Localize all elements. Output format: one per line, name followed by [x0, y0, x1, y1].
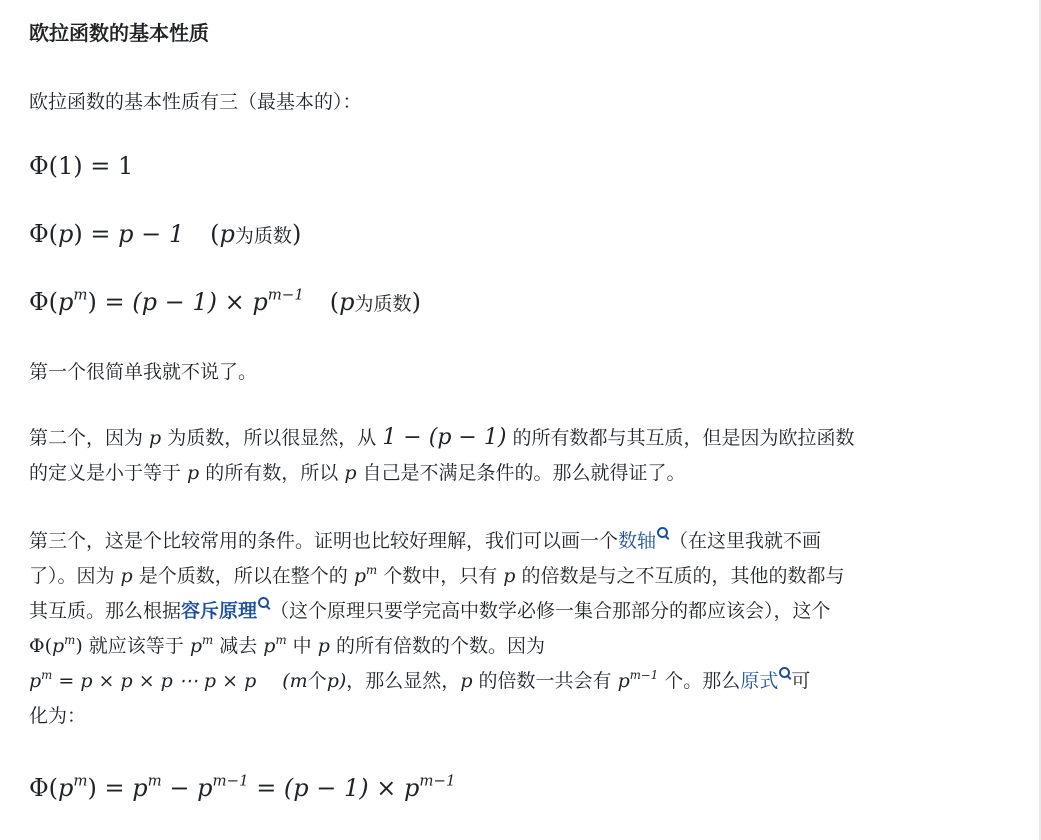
text: （这个原理只要学完高中数学必修一集合那部分的都应该会），这个 — [270, 600, 831, 622]
link-inclusion-exclusion[interactable]: 容斥原理 — [181, 600, 258, 622]
text: 自己是不满足条件的。那么就得证了。 — [356, 462, 686, 484]
text: 就应该等于 — [82, 635, 190, 657]
text: 为质数，所以很显然，从 — [161, 427, 383, 449]
formula-final — [29, 770, 455, 806]
note-open: ( — [210, 220, 220, 248]
formula-var: p — [58, 220, 74, 248]
search-icon[interactable] — [779, 667, 791, 681]
formula-lhs-pre: Φ( — [29, 288, 59, 316]
math-product: = p × p × p ⋯ p × p — [52, 670, 257, 692]
math-sup: m — [365, 562, 378, 577]
formula-term1-sup: m — [147, 771, 162, 790]
link-original-formula[interactable]: 原式 — [740, 670, 779, 692]
formula-eq: = — [82, 152, 119, 180]
math-p: p — [326, 670, 339, 692]
formula-minus: − — [161, 774, 198, 802]
math-p: p — [617, 670, 630, 692]
formula-lhs-pre: Φ( — [29, 774, 59, 802]
text: 的倍数一共会有 — [472, 670, 618, 692]
formula-lhs-sup: m — [73, 771, 88, 790]
paragraph-second — [29, 420, 1019, 491]
math-p: p — [263, 635, 276, 657]
formula-phi-pm — [29, 284, 421, 322]
formula-rhs-var: p — [252, 288, 268, 316]
formula-lhs-base: p — [58, 774, 74, 802]
math-p: p — [149, 427, 162, 449]
math-p: p — [29, 670, 42, 692]
text: 是个质数，所以在整个的 — [132, 565, 354, 587]
formula-lhs-post: ) — [87, 774, 97, 802]
text: 可 — [791, 670, 811, 692]
search-icon[interactable] — [258, 597, 270, 611]
formula-phi-1 — [29, 148, 133, 184]
formula-lhs-post: ) — [87, 288, 97, 316]
text: 第三个，这是个比较常用的条件。证明也比较好理解，我们可以画一个 — [29, 530, 619, 552]
math-sup: m — [275, 632, 287, 647]
formula-lhs-post: ) — [73, 220, 83, 248]
math-p: p — [344, 462, 357, 484]
intro-paragraph: 欧拉函数的基本性质有三（最基本的）： — [29, 91, 362, 113]
formula-phi-p — [29, 216, 301, 254]
note-open: ( — [282, 670, 290, 692]
note-text: 为质数 — [234, 225, 292, 247]
note-var: p — [339, 288, 355, 316]
math-m: m — [289, 670, 308, 692]
formula-lhs: Φ(1) — [29, 152, 83, 180]
formula-var: p — [58, 288, 74, 316]
math-phi — [29, 632, 83, 657]
math-p: p — [187, 462, 200, 484]
math-sup: m−1 — [629, 667, 659, 682]
text: 的所有数，所以 — [199, 462, 345, 484]
math-p: p — [353, 565, 366, 587]
text: 其互质。那么根据 — [29, 600, 182, 622]
math-phi-close: ) — [75, 635, 83, 657]
formula-term3-sup: m−1 — [419, 771, 456, 790]
text: 的倍数是与之不互质的，其他的数都与 — [515, 565, 845, 587]
text: 的定义是小于等于 — [29, 462, 188, 484]
text: 减去 — [213, 635, 264, 657]
note-var: p — [219, 220, 235, 248]
math-p: p — [317, 635, 330, 657]
link-number-axis[interactable]: 数轴 — [618, 530, 657, 552]
math-p: p — [189, 635, 203, 657]
note-close: ) — [411, 288, 421, 316]
text: 的所有倍数的个数。因为 — [329, 635, 545, 657]
formula-eq: = — [82, 220, 119, 248]
formula-rhs-pre: (p − 1) × — [132, 288, 253, 316]
text: 了）。因为 — [29, 565, 121, 587]
math-p: p — [460, 670, 473, 692]
math-p: p — [120, 565, 133, 587]
text: ，那么显然， — [346, 670, 461, 692]
paragraph-third — [29, 524, 1019, 734]
note-open: ( — [329, 288, 340, 316]
formula-rhs: p − 1 — [118, 220, 185, 248]
formula-term3-base: p — [404, 774, 420, 802]
formula-term1-base: p — [132, 774, 148, 802]
math-sup: m — [64, 632, 76, 647]
text: 的所有数都与其互质，但是因为欧拉函数 — [506, 427, 855, 449]
math-sup: m — [202, 632, 214, 647]
text: 个数中，只有 — [377, 565, 504, 587]
formula-eq: = — [96, 288, 133, 316]
text: 化为： — [29, 705, 87, 727]
section-title: 欧拉函数的基本性质 — [29, 21, 209, 45]
note-close: ) — [291, 220, 302, 248]
text: 个。那么 — [658, 670, 741, 692]
formula-rhs: 1 — [118, 152, 134, 180]
text: 第二个，因为 — [29, 427, 150, 449]
formula-term2-base: p — [197, 774, 213, 802]
search-icon[interactable] — [657, 527, 669, 541]
note-text: 为质数 — [354, 293, 412, 315]
text: （在这里我就不画 — [669, 530, 822, 552]
math-p: p — [503, 565, 516, 587]
math-p: p — [52, 635, 65, 657]
formula-term2-sup: m−1 — [212, 771, 249, 790]
formula-rhs-sup: m−1 — [267, 285, 304, 304]
math-sup: m — [41, 667, 53, 682]
text: 中 — [286, 635, 318, 657]
formula-sup: m — [73, 285, 88, 304]
math-phi-open: Φ( — [29, 635, 52, 657]
note-text: 个 — [307, 670, 327, 692]
formula-eq: = — [96, 774, 133, 802]
note-close: ) — [338, 670, 347, 692]
formula-lhs-pre: Φ( — [29, 220, 59, 248]
paragraph-first: 第一个很简单我就不说了。 — [29, 361, 258, 383]
formula-eq2: = (p − 1) × — [248, 774, 405, 802]
math-range: 1 − (p − 1) — [382, 425, 507, 450]
